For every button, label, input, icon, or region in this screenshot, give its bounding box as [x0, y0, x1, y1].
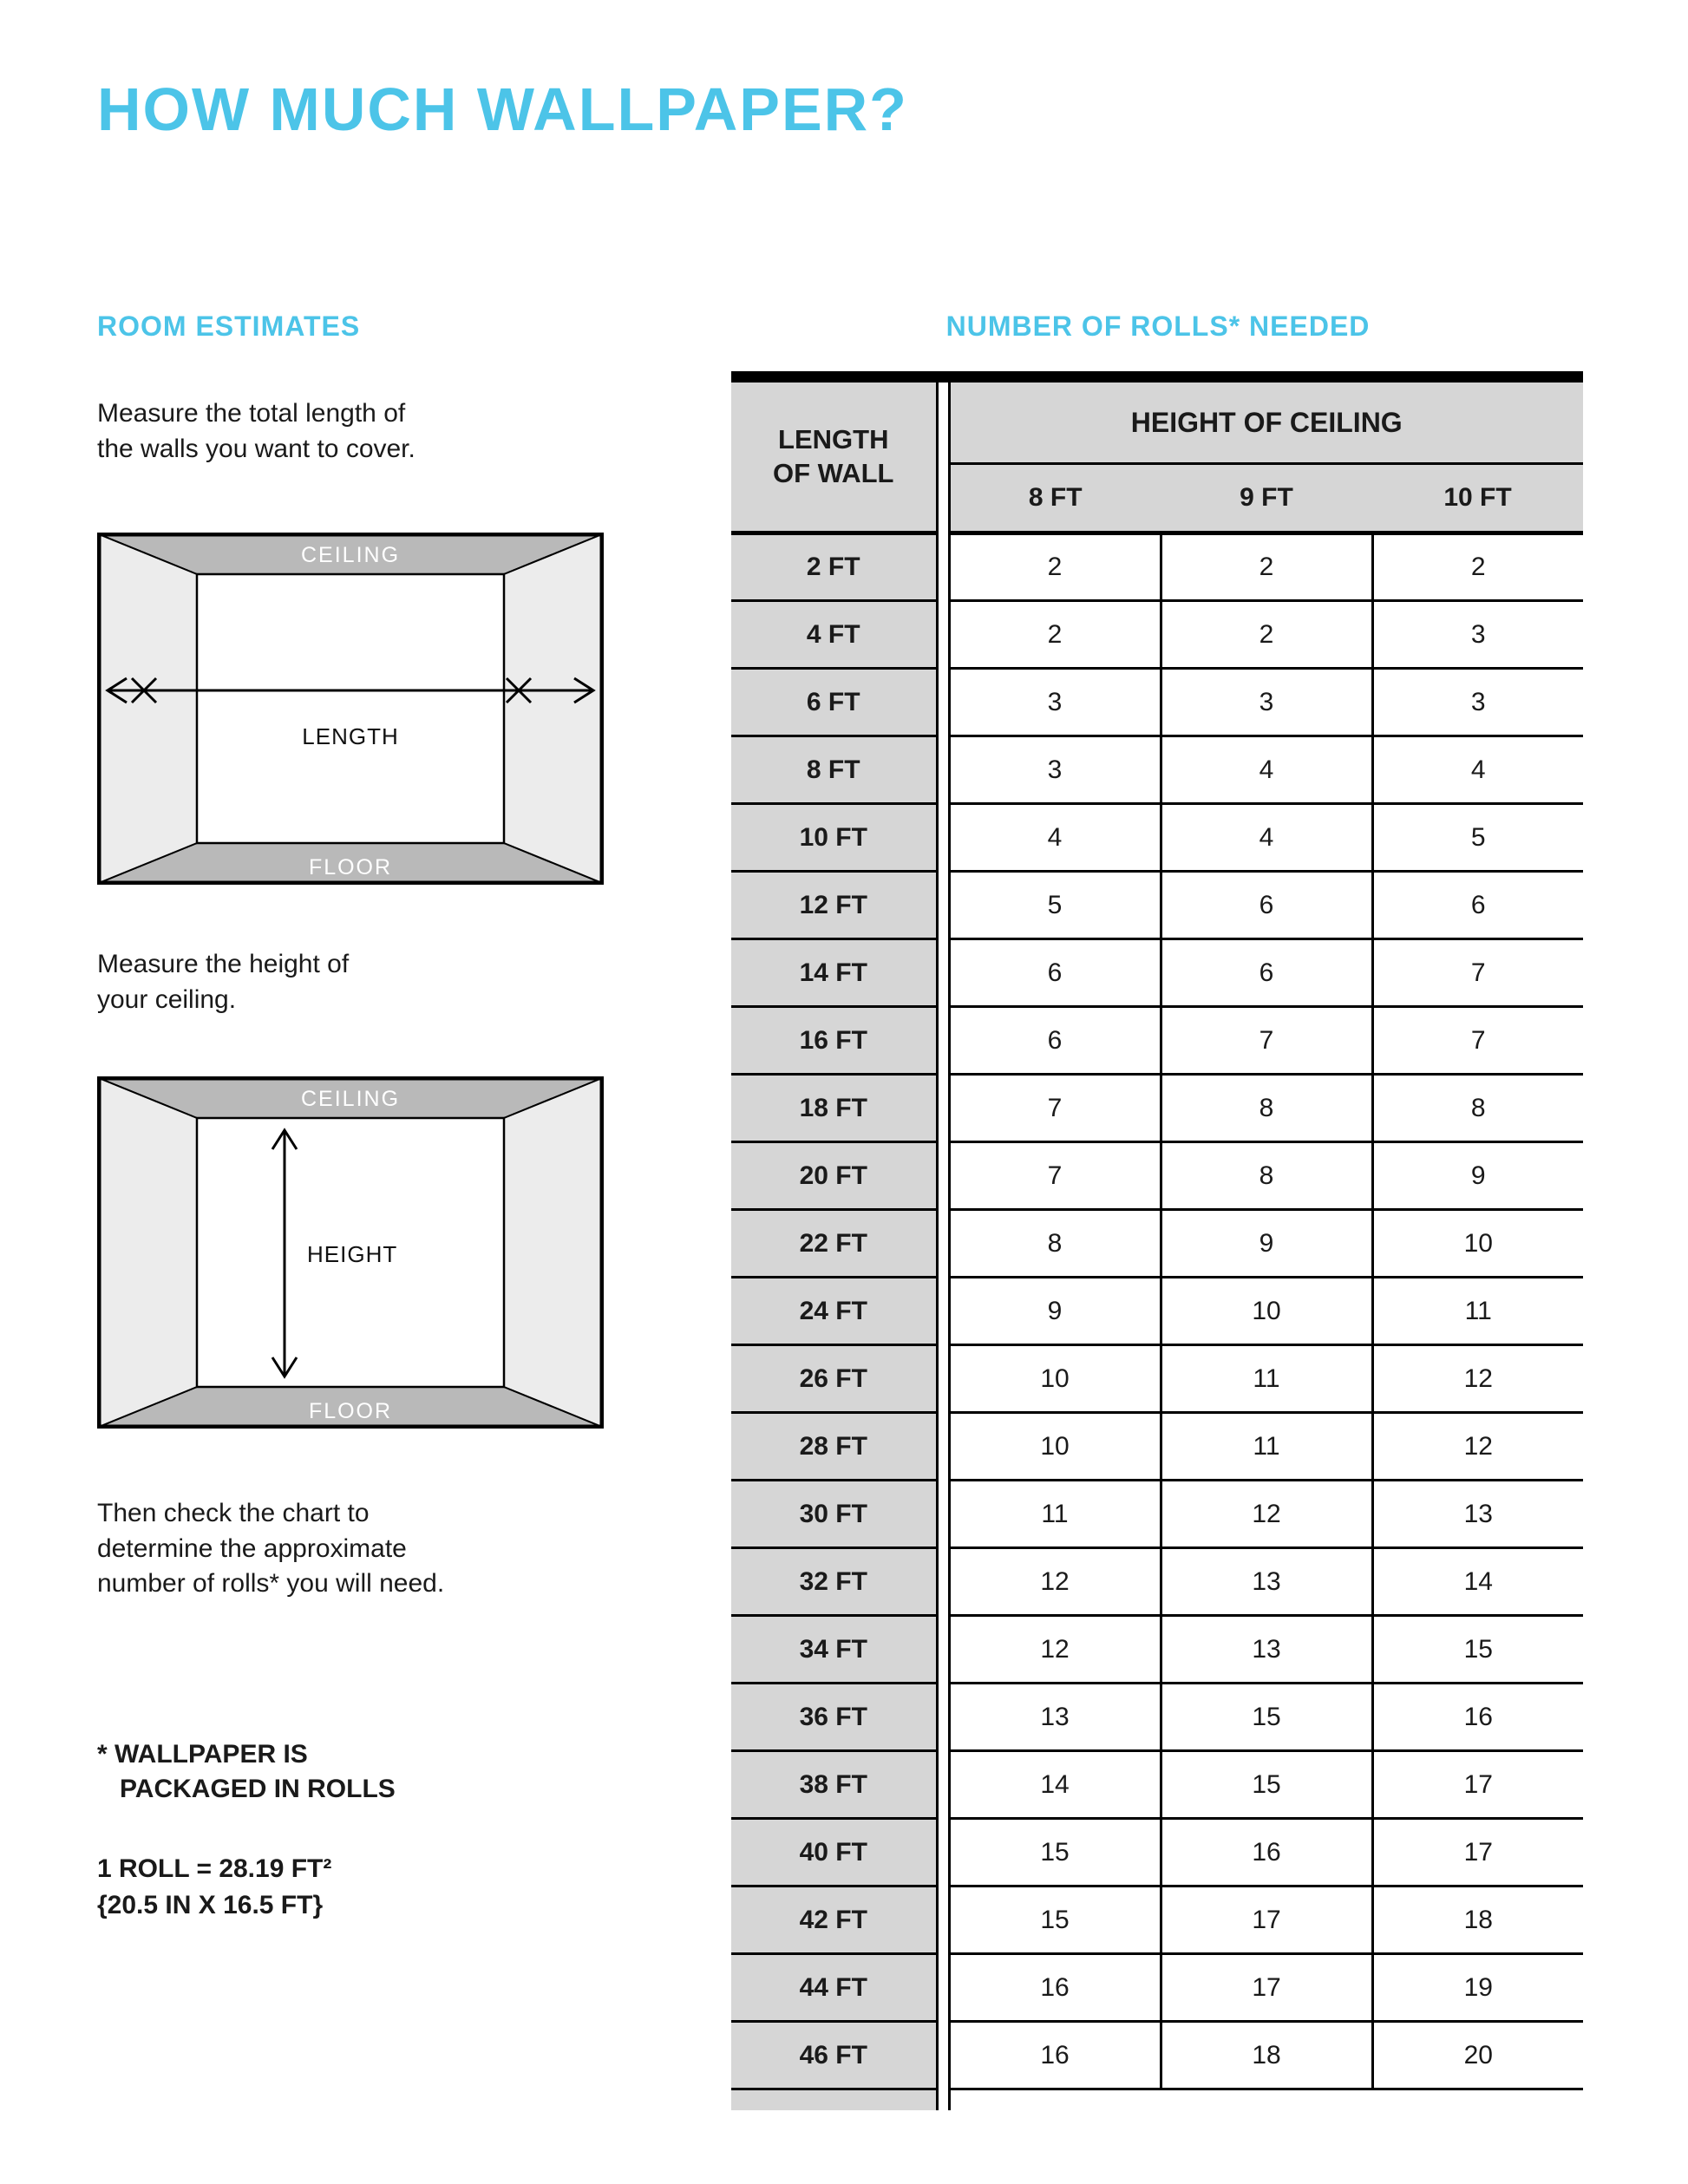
rolls-value: 19 — [1372, 1954, 1583, 2022]
rolls-value: 4 — [1161, 736, 1372, 804]
table-row — [731, 1954, 1583, 2022]
rolls-value: 8 — [1161, 1075, 1372, 1142]
table-row — [731, 872, 1583, 939]
floor-label: FLOOR — [308, 855, 393, 879]
table-row — [731, 1684, 1583, 1751]
table-row — [731, 736, 1583, 804]
height-label: HEIGHT — [307, 1241, 398, 1267]
column-gap — [937, 1548, 949, 1616]
rolls-value: 2 — [1161, 533, 1372, 601]
table-row — [731, 804, 1583, 872]
page-title: HOW MUCH WALLPAPER? — [97, 75, 908, 143]
step-2-text — [97, 947, 618, 1017]
table-row — [731, 1345, 1583, 1413]
height-of-ceiling-header: HEIGHT OF CEILING — [949, 377, 1583, 464]
rolls-value: 15 — [949, 1819, 1161, 1886]
footnote-line-1: * WALLPAPER IS — [97, 1739, 308, 1769]
rolls-value: 18 — [1161, 2022, 1372, 2089]
ceiling-8ft-header: 8 FT — [949, 464, 1161, 533]
row-label: 22 FT — [731, 1210, 937, 1278]
roll-size-line-1: 1 ROLL = 28.19 FT² — [97, 1854, 332, 1883]
right-wall — [504, 1078, 602, 1427]
column-gap — [937, 601, 949, 669]
table-row — [731, 1481, 1583, 1548]
table-row — [731, 533, 1583, 601]
step-1-text — [97, 396, 618, 467]
left-wall — [99, 534, 197, 883]
table-row — [731, 939, 1583, 1007]
table-row — [731, 1210, 1583, 1278]
step-3-line-3: number of rolls* you will need. — [97, 1569, 445, 1598]
rolls-value: 6 — [1161, 872, 1372, 939]
rolls-value: 12 — [1372, 1413, 1583, 1481]
rolls-value: 10 — [1161, 1278, 1372, 1345]
row-label: 38 FT — [731, 1751, 937, 1819]
column-gap — [937, 1954, 949, 2022]
row-label: 12 FT — [731, 872, 937, 939]
table-row — [731, 1751, 1583, 1819]
stub-spacer — [949, 2089, 1583, 2110]
roll-size-line-2: {20.5 IN X 16.5 FT} — [97, 1890, 324, 1919]
rolls-value: 7 — [949, 1075, 1161, 1142]
table-row — [731, 1548, 1583, 1616]
room-estimates-section — [97, 311, 618, 1950]
step-1-line-2: the walls you want to cover. — [97, 434, 415, 463]
table-row — [731, 1142, 1583, 1210]
rolls-value: 16 — [1161, 1819, 1372, 1886]
row-label: 14 FT — [731, 939, 937, 1007]
rolls-value: 16 — [949, 1954, 1161, 2022]
rolls-needed-section — [731, 311, 1585, 2110]
rolls-value: 11 — [1161, 1413, 1372, 1481]
rolls-value: 3 — [1372, 669, 1583, 736]
column-gap — [937, 1413, 949, 1481]
rolls-value: 10 — [949, 1345, 1161, 1413]
column-gap — [937, 1819, 949, 1886]
rolls-value: 2 — [1161, 601, 1372, 669]
rolls-value: 17 — [1161, 1886, 1372, 1954]
rolls-value: 4 — [949, 804, 1161, 872]
table-header-row-1 — [731, 377, 1583, 464]
ceiling-label: CEILING — [300, 543, 401, 567]
table-row — [731, 669, 1583, 736]
rolls-value: 2 — [1372, 533, 1583, 601]
row-label: 34 FT — [731, 1616, 937, 1684]
table-row — [731, 1819, 1583, 1886]
rolls-value: 15 — [949, 1886, 1161, 1954]
rolls-value: 3 — [949, 669, 1161, 736]
rolls-value: 3 — [1161, 669, 1372, 736]
column-gap — [937, 1751, 949, 1819]
row-label: 20 FT — [731, 1142, 937, 1210]
column-gap — [937, 1210, 949, 1278]
table-row — [731, 1616, 1583, 1684]
rolls-value: 9 — [1161, 1210, 1372, 1278]
right-wall — [504, 534, 602, 883]
length-of-wall-line-2: OF WALL — [773, 457, 894, 488]
rolls-value: 10 — [949, 1413, 1161, 1481]
rolls-value: 16 — [949, 2022, 1161, 2089]
column-gap — [937, 533, 949, 601]
table-row — [731, 1413, 1583, 1481]
row-label: 10 FT — [731, 804, 937, 872]
rolls-value: 15 — [1161, 1684, 1372, 1751]
rolls-value: 12 — [949, 1548, 1161, 1616]
room-length-diagram — [97, 533, 604, 885]
row-label: 26 FT — [731, 1345, 937, 1413]
row-label: 36 FT — [731, 1684, 937, 1751]
rolls-value: 5 — [949, 872, 1161, 939]
rolls-value: 6 — [949, 1007, 1161, 1075]
rolls-value: 11 — [1372, 1278, 1583, 1345]
row-label: 30 FT — [731, 1481, 937, 1548]
rolls-value: 13 — [1372, 1481, 1583, 1548]
column-gap — [937, 1278, 949, 1345]
column-gap — [937, 736, 949, 804]
rolls-value: 3 — [1372, 601, 1583, 669]
column-gap — [937, 1616, 949, 1684]
table-row — [731, 2022, 1583, 2089]
row-label: 16 FT — [731, 1007, 937, 1075]
rolls-value: 20 — [1372, 2022, 1583, 2089]
row-label: 44 FT — [731, 1954, 937, 2022]
column-gap — [937, 377, 949, 533]
rolls-value: 8 — [1161, 1142, 1372, 1210]
length-of-wall-line-1: LENGTH — [778, 423, 889, 454]
table-row — [731, 1278, 1583, 1345]
row-label: 8 FT — [731, 736, 937, 804]
column-gap — [937, 1481, 949, 1548]
rolls-value: 9 — [1372, 1142, 1583, 1210]
rolls-value: 15 — [1161, 1751, 1372, 1819]
rolls-value: 14 — [949, 1751, 1161, 1819]
column-gap — [937, 2022, 949, 2089]
rolls-table-body — [731, 533, 1583, 2110]
column-gap — [937, 1075, 949, 1142]
column-gap — [937, 1345, 949, 1413]
rolls-footnote — [97, 1737, 618, 1808]
table-row — [731, 1007, 1583, 1075]
ceiling-10ft-header: 10 FT — [1372, 464, 1583, 533]
rolls-value: 12 — [1372, 1345, 1583, 1413]
row-label: 24 FT — [731, 1278, 937, 1345]
step-1-line-1: Measure the total length of — [97, 399, 406, 428]
column-gap — [937, 939, 949, 1007]
rolls-value: 18 — [1372, 1886, 1583, 1954]
length-of-wall-header — [731, 377, 937, 533]
rolls-value: 17 — [1372, 1819, 1583, 1886]
row-label: 6 FT — [731, 669, 937, 736]
rolls-value: 11 — [949, 1481, 1161, 1548]
rolls-value: 12 — [949, 1616, 1161, 1684]
step-2-line-2: your ceiling. — [97, 984, 237, 1014]
rolls-value: 8 — [1372, 1075, 1583, 1142]
rolls-value: 3 — [949, 736, 1161, 804]
step-3-text — [97, 1496, 618, 1602]
left-wall — [99, 1078, 197, 1427]
rolls-value: 17 — [1161, 1954, 1372, 2022]
footnote-line-2: PACKAGED IN ROLLS — [120, 1775, 396, 1803]
table-row-stub — [731, 2089, 1583, 2110]
table-row — [731, 1075, 1583, 1142]
rolls-value: 9 — [949, 1278, 1161, 1345]
rolls-value: 14 — [1372, 1548, 1583, 1616]
roll-size-note — [97, 1851, 618, 1924]
column-gap — [937, 1886, 949, 1954]
rolls-value: 5 — [1372, 804, 1583, 872]
rolls-value: 7 — [1372, 939, 1583, 1007]
rolls-value: 13 — [1161, 1616, 1372, 1684]
row-label: 32 FT — [731, 1548, 937, 1616]
rolls-value: 2 — [949, 601, 1161, 669]
table-row — [731, 1886, 1583, 1954]
step-3-line-1: Then check the chart to — [97, 1499, 370, 1527]
rolls-value: 11 — [1161, 1345, 1372, 1413]
column-gap — [937, 1007, 949, 1075]
rolls-value: 10 — [1372, 1210, 1583, 1278]
table-row — [731, 601, 1583, 669]
row-label: 2 FT — [731, 533, 937, 601]
rolls-value: 6 — [1161, 939, 1372, 1007]
ceiling-label: CEILING — [300, 1087, 401, 1111]
rolls-value: 4 — [1161, 804, 1372, 872]
rolls-value: 7 — [1372, 1007, 1583, 1075]
column-gap — [937, 669, 949, 736]
rolls-value: 8 — [949, 1210, 1161, 1278]
floor-label: FLOOR — [308, 1399, 393, 1423]
row-label: 28 FT — [731, 1413, 937, 1481]
step-3-line-2: determine the approximate — [97, 1533, 407, 1563]
column-gap — [937, 1142, 949, 1210]
room-estimates-heading: ROOM ESTIMATES — [97, 311, 361, 342]
rolls-value: 13 — [1161, 1548, 1372, 1616]
rolls-value: 16 — [1372, 1684, 1583, 1751]
rolls-value: 4 — [1372, 736, 1583, 804]
length-label: LENGTH — [302, 723, 399, 749]
column-gap — [937, 1684, 949, 1751]
row-label: 18 FT — [731, 1075, 937, 1142]
rolls-value: 6 — [949, 939, 1161, 1007]
rolls-value: 7 — [949, 1142, 1161, 1210]
column-gap — [937, 804, 949, 872]
row-label: 40 FT — [731, 1819, 937, 1886]
rolls-value: 7 — [1161, 1007, 1372, 1075]
room-height-diagram — [97, 1076, 604, 1429]
rolls-value: 15 — [1372, 1616, 1583, 1684]
rolls-value: 12 — [1161, 1481, 1372, 1548]
rolls-value: 17 — [1372, 1751, 1583, 1819]
row-label: 46 FT — [731, 2022, 937, 2089]
row-label: 42 FT — [731, 1886, 937, 1954]
column-gap — [937, 2089, 949, 2110]
step-2-line-1: Measure the height of — [97, 950, 350, 978]
row-label-stub — [731, 2089, 937, 2110]
rolls-table — [731, 371, 1583, 2110]
back-wall — [197, 574, 504, 843]
column-gap — [937, 872, 949, 939]
row-label: 4 FT — [731, 601, 937, 669]
rolls-value: 2 — [949, 533, 1161, 601]
rolls-value: 13 — [949, 1684, 1161, 1751]
rolls-table-heading: NUMBER OF ROLLS* NEEDED — [945, 311, 1371, 342]
ceiling-9ft-header: 9 FT — [1161, 464, 1372, 533]
rolls-value: 6 — [1372, 872, 1583, 939]
